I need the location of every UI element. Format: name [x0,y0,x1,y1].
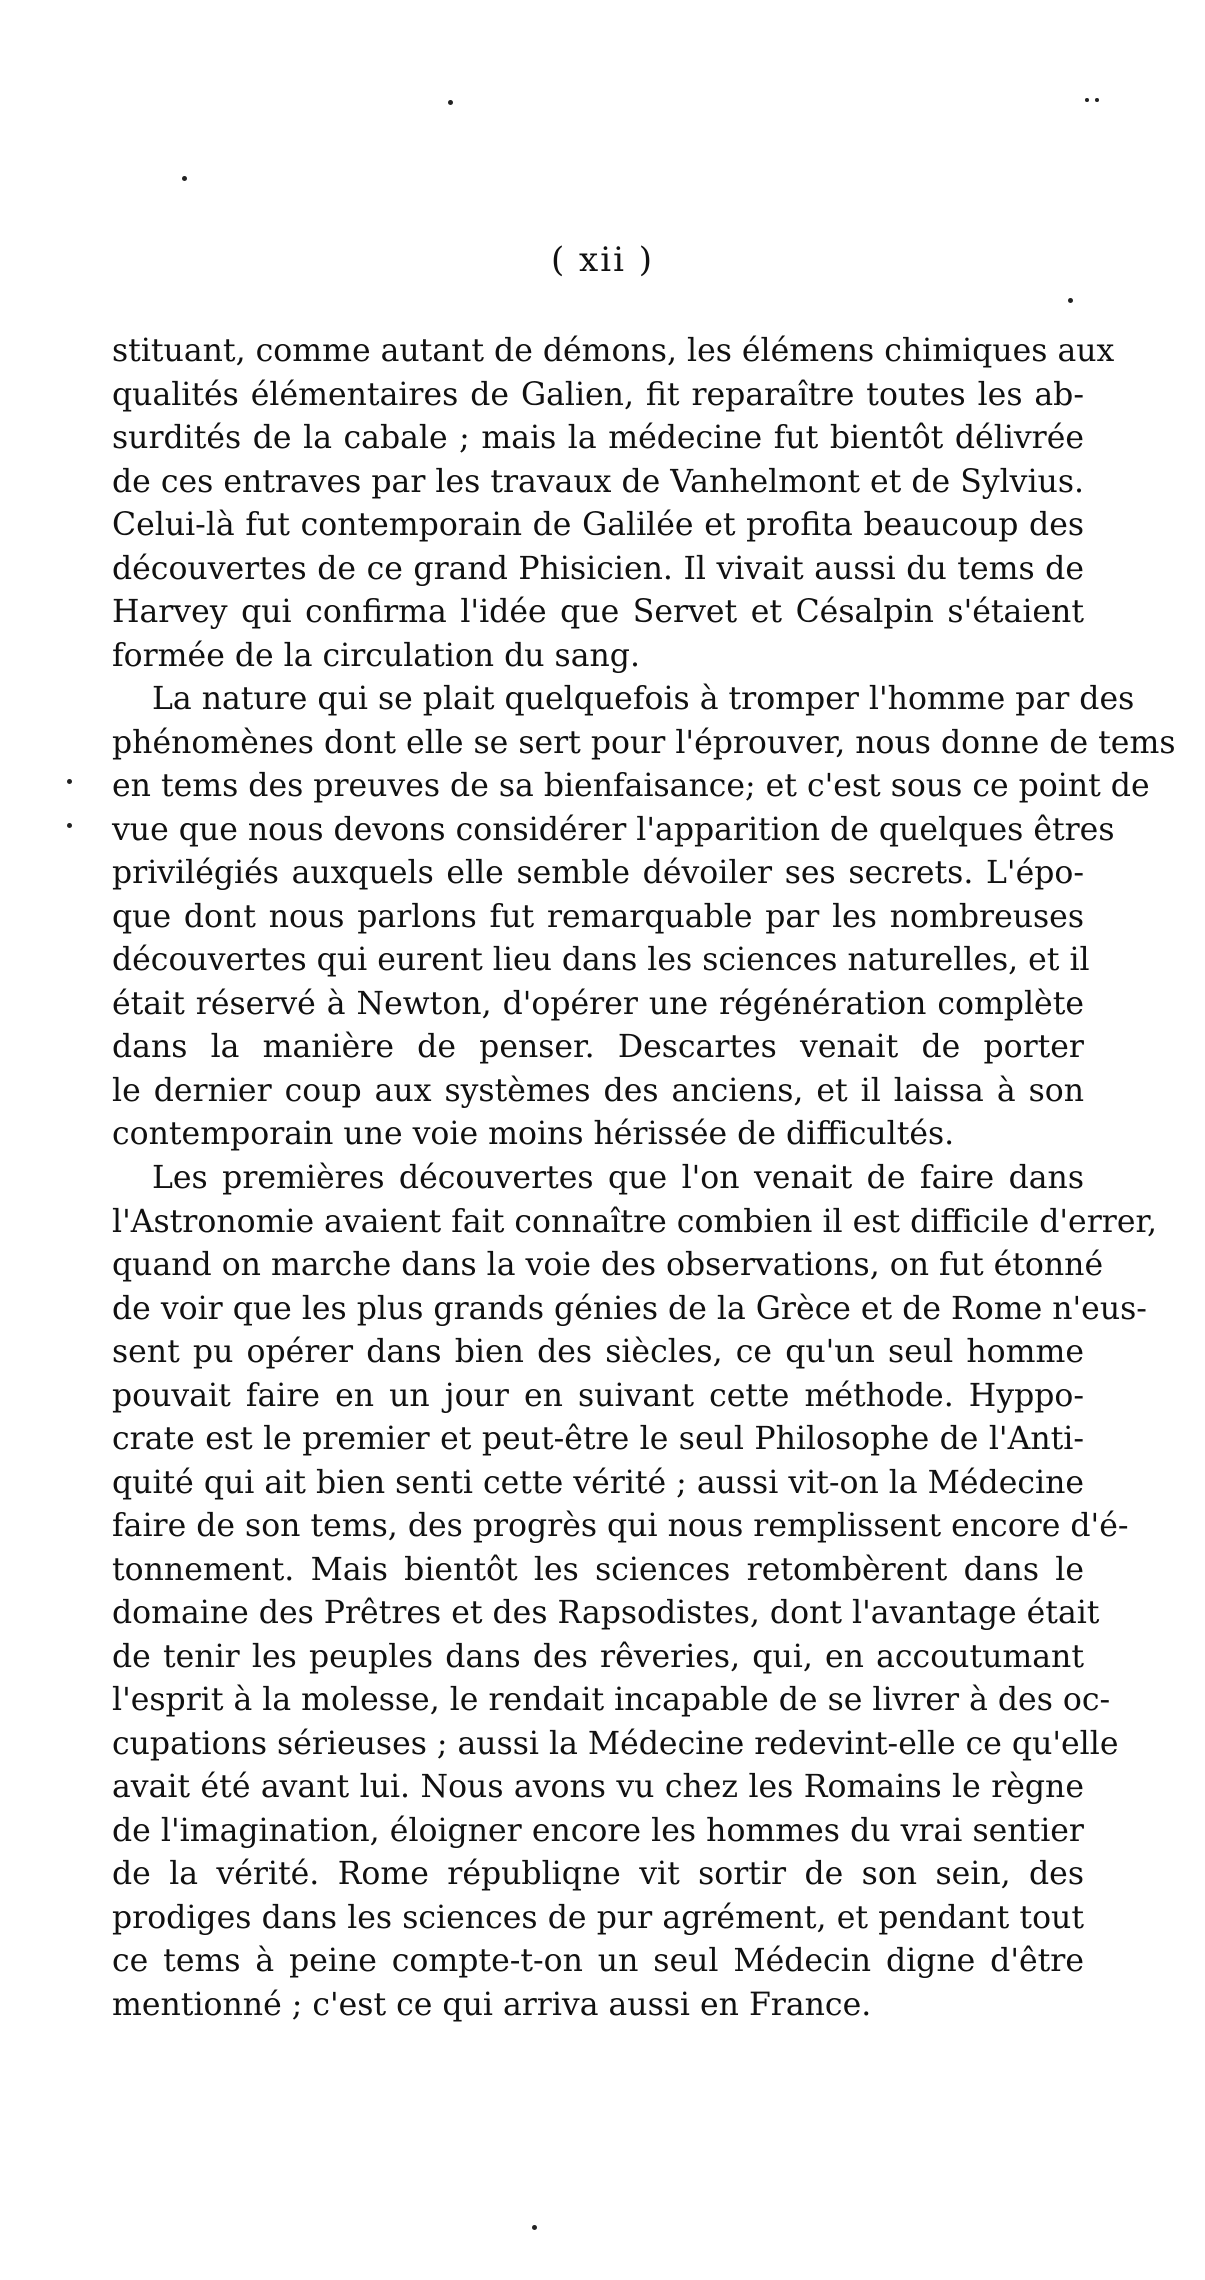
page-number-header: ( xii ) [550,240,655,280]
text-line: que dont nous parlons fut remarquable par les nombreuses [112,898,1084,935]
speck [67,823,72,828]
text-line: vue que nous devons considérer l'apparition de quelques êtres [112,811,1115,848]
text-line: l'Astronomie avaient fait connaître combien il est difficile d'errer, [112,1203,1158,1240]
text-line: ce tems à peine compte-t-on un seul Médecin digne d'être [112,1943,1084,1979]
text-line: découvertes de ce grand Phisicien. Il vivait aussi du tems de [112,550,1084,587]
text-line: privilégiés auxquels elle semble dévoiler ses secrets. L'épo- [112,855,1084,891]
text-line: avait été avant lui. Nous avons vu chez les Romains le règne [112,1769,1084,1805]
text-line: dans la manière de penser. Descartes venait de porter [112,1029,1084,1065]
text-line: formée de la circulation du sang. [112,637,640,674]
text-line: domaine des Prêtres et des Rapsodistes, dont l'avantage était [112,1595,1100,1631]
text-line: le dernier coup aux systèmes des anciens, et il laissa à son [112,1072,1084,1109]
text-line: découvertes qui eurent lieu dans les sciences naturelles, et il [112,942,1090,978]
text-line: qualités élémentaires de Galien, fit reparaître toutes les ab- [112,376,1084,413]
paragraph-2 [112,678,1176,1157]
text-line: en tems des preuves de sa bienfaisance; et c'est sous ce point de [112,768,1150,804]
text-line: de l'imagination, éloigner encore les hommes du vrai sentier [112,1812,1084,1849]
text-line: tonnement. Mais bientôt les sciences retombèrent dans le [112,1551,1084,1588]
speck [1085,98,1089,102]
text-line: de tenir les peuples dans des rêveries, qui, en accoutumant [112,1638,1084,1675]
speck [532,2225,537,2230]
speck [448,100,453,105]
text-line: prodiges dans les sciences de pur agrément, et pendant tout [112,1899,1084,1936]
text-line: surdités de la cabale ; mais la médecine fut bientôt délivrée [112,420,1084,456]
speck [67,779,72,784]
text-line: faire de son tems, des progrès qui nous remplissent encore d'é- [112,1508,1129,1544]
text-line: stituant, comme autant de démons, les élémens chimiques aux [112,333,1115,369]
text-line: pouvait faire en un jour en suivant cette méthode. Hyppo- [112,1377,1084,1414]
text-line: de voir que les plus grands génies de la Grèce et de Rome n'eus- [112,1290,1147,1327]
text-line: Harvey qui confirma l'idée que Servet et Césalpin s'étaient [112,594,1084,630]
text-line: l'esprit à la molesse, le rendait incapable de se livrer à des oc- [112,1682,1111,1718]
text-line: phénomènes dont elle se sert pour l'éprouver, nous donne de tems [112,724,1176,761]
text-line: La nature qui se plait quelquefois à tromper l'homme par des [152,681,1135,717]
speck [182,176,187,181]
paragraph-1 [112,330,1115,678]
text-line: sent pu opérer dans bien des siècles, ce qu'un seul homme [112,1334,1084,1370]
speck [1068,298,1073,303]
text-line: Celui-là fut contemporain de Galilée et profita beaucoup des [112,507,1084,543]
text-line: Les premières découvertes que l'on venait de faire dans [152,1160,1084,1196]
text-line: de ces entraves par les travaux de Vanhelmont et de Sylvius. [112,463,1084,500]
speck [1095,98,1099,102]
text-line: quand on marche dans la voie des observations, on fut étonné [112,1247,1104,1283]
text-line: quité qui ait bien senti cette vérité ; aussi vit-on la Médecine [112,1464,1084,1501]
text-line: crate est le premier et peut-être le seul Philosophe de l'Anti- [112,1421,1084,1457]
text-line: de la vérité. Rome républiqne vit sortir de son sein, des [112,1856,1084,1892]
text-line: était réservé à Newton, d'opérer une régénération complète [112,985,1084,1022]
paragraph-3 [112,1157,1158,2027]
text-line: contemporain une voie moins hérissée de difficultés. [112,1116,955,1152]
text-line: cupations sérieuses ; aussi la Médecine redevint-elle ce qu'elle [112,1725,1119,1762]
text-line: mentionné ; c'est ce qui arriva aussi en France. [112,1986,872,2023]
